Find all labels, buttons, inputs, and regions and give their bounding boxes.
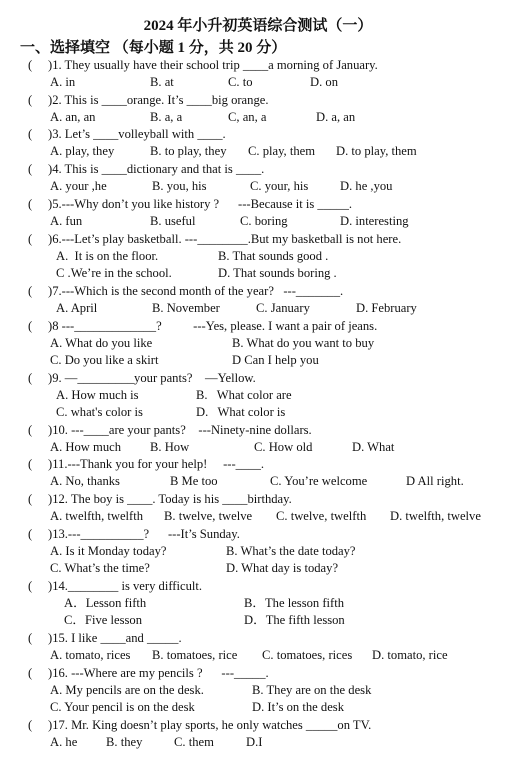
option: D．The fifth lesson bbox=[244, 613, 345, 627]
question-stem: )3. Let’s ____volleyball with ____. bbox=[48, 127, 226, 141]
option: D. to play, them bbox=[336, 144, 417, 158]
option: B. November bbox=[152, 301, 220, 315]
option: C. Your pencil is on the desk bbox=[50, 700, 195, 714]
option: D. What bbox=[352, 440, 395, 454]
option: D.I bbox=[246, 735, 263, 749]
answer-paren: ( bbox=[28, 162, 33, 176]
option: A. tomato, rices bbox=[50, 648, 131, 662]
option: B. They are on the desk bbox=[252, 683, 372, 697]
option: B. a, a bbox=[150, 110, 183, 124]
question-stem: )5.---Why don’t you like history ? ---Because it is _____. bbox=[48, 197, 353, 211]
option: A. No, thanks bbox=[50, 474, 120, 488]
option: A. My pencils are on the desk. bbox=[50, 683, 204, 697]
option: A．Lesson fifth bbox=[64, 596, 147, 610]
question-stem: )16. ---Where are my pencils ? ---_____. bbox=[48, 666, 269, 680]
option: C. How old bbox=[254, 440, 313, 454]
question-stem: )15. I like ____and _____. bbox=[48, 631, 182, 645]
option: B. How bbox=[150, 440, 190, 454]
option: C .We’re in the school. bbox=[56, 266, 172, 280]
question-stem: )8 ---_____________? ---Yes, please. I want a pair of jeans. bbox=[48, 319, 378, 333]
option: A. How much bbox=[50, 440, 122, 454]
option: D. he ,you bbox=[340, 179, 393, 193]
option: A. in bbox=[50, 75, 76, 89]
option: B. That sounds good . bbox=[218, 249, 329, 263]
option: D. a, an bbox=[316, 110, 356, 124]
option: B．The lesson fifth bbox=[244, 596, 345, 610]
answer-paren: ( bbox=[28, 423, 33, 437]
option: D. twelfth, twelve bbox=[390, 509, 481, 523]
option: B. twelve, twelve bbox=[164, 509, 253, 523]
option: C. tomatoes, rices bbox=[262, 648, 353, 662]
option: D. What color is bbox=[196, 405, 286, 419]
option: A. April bbox=[56, 301, 98, 315]
question-stem: )17. Mr. King doesn’t play sports, he only watches _____on TV. bbox=[48, 718, 372, 732]
answer-paren: ( bbox=[28, 457, 33, 471]
answer-paren: ( bbox=[28, 631, 33, 645]
question-stem: )9. —_________your pants? —Yellow. bbox=[48, 371, 256, 385]
option: D. What day is today? bbox=[226, 561, 339, 575]
option: B. What color are bbox=[196, 388, 292, 402]
option: D Can I help you bbox=[232, 353, 319, 367]
answer-paren: ( bbox=[28, 319, 33, 333]
question-stem: )1. They usually have their school trip ____a morning of January. bbox=[48, 58, 378, 72]
option: A. an, an bbox=[50, 110, 96, 124]
option: C. play, them bbox=[248, 144, 316, 158]
option: A. It is on the floor. bbox=[56, 249, 159, 263]
option: C. What’s the time? bbox=[50, 561, 150, 575]
option: B. tomatoes, rice bbox=[152, 648, 238, 662]
option: A. What do you like bbox=[50, 336, 153, 350]
answer-paren: ( bbox=[28, 492, 33, 506]
question-stem: )7.---Which is the second month of the year? ---_______. bbox=[48, 284, 344, 298]
option: A. your ,he bbox=[50, 179, 107, 193]
answer-paren: ( bbox=[28, 579, 33, 593]
answer-paren: ( bbox=[28, 718, 33, 732]
option: D All right. bbox=[406, 474, 464, 488]
option: D. on bbox=[310, 75, 338, 89]
question-stem: )11.---Thank you for your help! ---____. bbox=[48, 457, 265, 471]
option: C. your, his bbox=[250, 179, 309, 193]
option: D. tomato, rice bbox=[372, 648, 448, 662]
option: C. January bbox=[256, 301, 310, 315]
option: B. at bbox=[150, 75, 174, 89]
question-stem: )2. This is ____orange. It’s ____big orange. bbox=[48, 93, 269, 107]
answer-paren: ( bbox=[28, 527, 33, 541]
option: B. you, his bbox=[152, 179, 207, 193]
option: A. fun bbox=[50, 214, 83, 228]
question-stem: )10. ---____are your pants? ---Ninety-nine dollars. bbox=[48, 423, 312, 437]
option: D. It’s on the desk bbox=[252, 700, 344, 714]
answer-paren: ( bbox=[28, 284, 33, 298]
question-stem: )4. This is ____dictionary and that is ____. bbox=[48, 162, 265, 176]
question-stem: )13.---__________? ---It’s Sunday. bbox=[48, 527, 240, 541]
option: C. what's color is bbox=[56, 405, 143, 419]
option: C. You’re welcome bbox=[270, 474, 368, 488]
option: B. useful bbox=[150, 214, 196, 228]
option: C, an, a bbox=[228, 110, 267, 124]
option: C. to bbox=[228, 75, 253, 89]
answer-paren: ( bbox=[28, 93, 33, 107]
answer-paren: ( bbox=[28, 666, 33, 680]
option: B Me too bbox=[170, 474, 218, 488]
option: B. to play, they bbox=[150, 144, 227, 158]
option: A. twelfth, twelfth bbox=[50, 509, 144, 523]
option: C. boring bbox=[240, 214, 288, 228]
option: C. Do you like a skirt bbox=[50, 353, 159, 367]
option: C．Five lesson bbox=[64, 613, 143, 627]
option: A. How much is bbox=[56, 388, 139, 402]
question-stem: )14.________ is very difficult. bbox=[48, 579, 203, 593]
answer-paren: ( bbox=[28, 197, 33, 211]
section-heading: 一、选择填空 （每小题 1 分，共 20 分） bbox=[20, 40, 287, 56]
option: C. twelve, twelfth bbox=[276, 509, 367, 523]
answer-paren: ( bbox=[28, 371, 33, 385]
option: A. he bbox=[50, 735, 78, 749]
option: D. That sounds boring . bbox=[218, 266, 337, 280]
answer-paren: ( bbox=[28, 232, 33, 246]
option: A. play, they bbox=[50, 144, 115, 158]
question-stem: )12. The boy is ____. Today is his ____birthday. bbox=[48, 492, 292, 506]
option: D. February bbox=[356, 301, 417, 315]
page-title: 2024 年小升初英语综合测试（一） bbox=[143, 18, 373, 34]
answer-paren: ( bbox=[28, 127, 33, 141]
option: D. interesting bbox=[340, 214, 409, 228]
option: B. What do you want to buy bbox=[232, 336, 375, 350]
option: A. Is it Monday today? bbox=[50, 544, 167, 558]
answer-paren: ( bbox=[28, 58, 33, 72]
question-stem: )6.---Let’s play basketball. ---________.But my basketball is not here. bbox=[48, 232, 402, 246]
option: B. they bbox=[106, 735, 143, 749]
option: C. them bbox=[174, 735, 214, 749]
option: B. What’s the date today? bbox=[226, 544, 356, 558]
